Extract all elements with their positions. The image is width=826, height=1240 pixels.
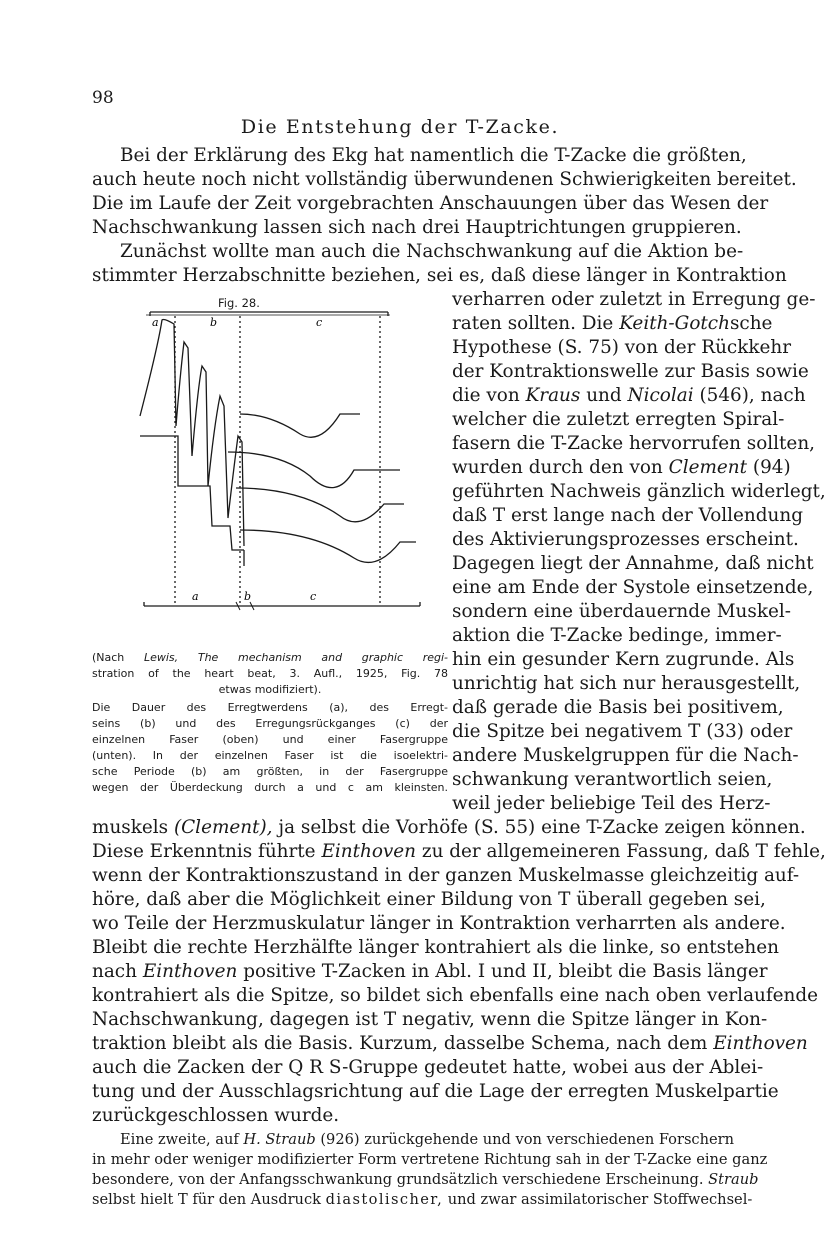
- text-line: muskels (Clement), ja selbst die Vorhöfe (S. 55) eine T-Zacke zeigen können.: [92, 817, 806, 838]
- text-line: Zunächst wollte man auch die Nachschwankung auf die Aktion be-: [120, 241, 744, 262]
- bracket-bottom: [144, 602, 420, 606]
- caption-line: (Nach Lewis, The mechanism and graphic regi-: [92, 651, 449, 664]
- text-line: Nachschwankung lassen sich nach drei Hauptrichtungen gruppieren.: [92, 217, 742, 238]
- caption-line: Die Dauer des Erregtwerdens (a), des Erregt-: [92, 701, 448, 714]
- text-line: wenn der Kontraktionszustand in der ganzen Muskelmasse gleichzeitig auf-: [92, 865, 800, 886]
- label-c-bottom: c: [310, 590, 317, 603]
- caption-line: etwas modifiziert).: [218, 683, 322, 696]
- figure-diagram: [140, 306, 446, 618]
- small-line: Eine zweite, auf H. Straub (926) zurückgehende und von verschiedenen Forschern: [120, 1131, 735, 1148]
- text-line: eine am Ende der Systole einsetzende,: [452, 577, 814, 598]
- caption-line: wegen der Überdeckung durch a und c am kleinsten.: [92, 781, 448, 794]
- text-line: stimmter Herzabschnitte beziehen, sei es, daß diese länger in Kontraktion: [92, 265, 787, 286]
- caption-line: (unten). In der einzelnen Faser ist die isoelektri-: [92, 749, 448, 762]
- text-line: höre, daß aber die Möglichkeit einer Bildung von T überall gegeben sei,: [92, 889, 766, 910]
- text-line: des Aktivierungsprozesses erscheint.: [452, 529, 799, 550]
- text-line: verharren oder zuletzt in Erregung ge-: [452, 289, 816, 310]
- single-fiber-trace: [140, 320, 244, 547]
- author-name: Kraus: [525, 385, 581, 406]
- wave-3: [236, 488, 404, 522]
- text-line: weil jeder beliebige Teil des Herz-: [452, 793, 771, 814]
- caption-line: stration of the heart beat, 3. Aufl., 1925, Fig. 78: [92, 667, 448, 680]
- author-name: Einthoven: [713, 1033, 808, 1054]
- text-line: nach Einthoven positive T-Zacken in Abl. I und II, bleibt die Basis länger: [92, 961, 768, 982]
- small-line: besondere, von der Anfangsschwankung grundsätzlich verschiedene Erscheinung. Straub: [92, 1171, 759, 1188]
- caption-line: sche Periode (b) am größten, in der Fasergruppe: [92, 765, 448, 778]
- text-line: geführten Nachweis gänzlich widerlegt,: [452, 481, 826, 502]
- text-line: auch heute noch nicht vollständig überwundenen Schwierigkeiten bereitet.: [92, 169, 797, 190]
- caption-line: einzelnen Faser (oben) und einer Fasergruppe: [92, 733, 448, 746]
- text-line: raten sollten. Die Keith-Gotchsche: [452, 313, 773, 334]
- label-b-top: b: [210, 316, 218, 329]
- label-a-bottom: a: [192, 590, 199, 603]
- text-line: Diese Erkenntnis führte Einthoven zu der allgemeineren Fassung, daß T fehle,: [92, 841, 826, 862]
- label-b-bottom: b: [244, 590, 252, 603]
- wave-1: [240, 414, 360, 437]
- text-line: wurden durch den von Clement (94): [452, 457, 791, 478]
- text-line: zurückgeschlossen wurde.: [92, 1105, 340, 1126]
- text-line: Die im Laufe der Zeit vorgebrachten Anschauungen über das Wesen der: [92, 193, 769, 214]
- small-line: in mehr oder weniger modifizierter Form vertretene Richtung sah in der T-Zacke eine ganz: [92, 1151, 768, 1168]
- label-a-top: a: [152, 316, 159, 329]
- text-line: daß T erst lange nach der Vollendung: [452, 505, 804, 526]
- text-line: schwankung verantwortlich seien,: [452, 769, 773, 790]
- text-line: kontrahiert als die Spitze, so bildet sich ebenfalls eine nach oben verlaufende: [92, 985, 819, 1006]
- text-line: sondern eine überdauernde Muskel-: [452, 601, 791, 622]
- text-line: welcher die zuletzt erregten Spiral-: [452, 409, 785, 430]
- text-line: Hypothese (S. 75) von der Rückkehr: [452, 337, 792, 358]
- text-line: auch die Zacken der Q R S-Gruppe gedeutet hatte, wobei aus der Ablei-: [92, 1057, 764, 1078]
- figure-label: Fig. 28.: [218, 296, 260, 310]
- author-name: Nicolai: [627, 385, 694, 406]
- text-line: Bei der Erklärung des Ekg hat namentlich die T-Zacke die größten,: [120, 145, 747, 166]
- wave-2: [228, 452, 400, 488]
- label-c-top: c: [316, 316, 323, 329]
- author-name: Einthoven: [142, 961, 238, 982]
- text-line: tung und der Ausschlagsrichtung auf die Lage der erregten Muskelpartie: [92, 1081, 779, 1102]
- text-line: daß gerade die Basis bei positivem,: [452, 697, 784, 718]
- author-name: Keith-Gotch: [619, 313, 730, 334]
- spaced-word: diastolischer,: [325, 1191, 444, 1208]
- author-name: Lewis,: [143, 651, 179, 664]
- text-line: der Kontraktionswelle zur Basis sowie: [452, 361, 809, 382]
- section-title: Die Entstehung der T-Zacke.: [240, 116, 560, 138]
- author-name: Einthoven: [321, 841, 417, 862]
- wave-4: [240, 530, 416, 562]
- page-number: 98: [92, 88, 114, 108]
- text-line: andere Muskelgruppen für die Nach-: [452, 745, 799, 766]
- text-line: Nachschwankung, dagegen ist T negativ, wenn die Spitze länger in Kon-: [92, 1009, 768, 1030]
- text-line: traktion bleibt als die Basis. Kurzum, dasselbe Schema, nach dem Einthoven: [92, 1033, 808, 1054]
- author-name: Straub: [708, 1171, 759, 1188]
- text-line: aktion die T-Zacke bedinge, immer-: [452, 625, 782, 646]
- caption-line: seins (b) und des Erregungsrückganges (c) der: [92, 717, 448, 730]
- author-name: H. Straub: [243, 1131, 316, 1148]
- text-line: Bleibt die rechte Herzhälfte länger kontrahiert als die linke, so entstehen: [92, 937, 779, 958]
- small-line: selbst hielt T für den Ausdruck diastolischer, und zwar assimilatorischer Stoffwechsel-: [92, 1191, 753, 1208]
- text-line: hin ein gesunder Kern zugrunde. Als: [452, 649, 795, 670]
- text-line: fasern die T-Zacke hervorrufen sollten,: [452, 433, 816, 454]
- text-line: wo Teile der Herzmuskulatur länger in Kontraktion verharrten als andere.: [92, 913, 786, 934]
- text-line: die von Kraus und Nicolai (546), nach: [452, 385, 806, 406]
- text-line: Dagegen liegt der Annahme, daß nicht: [452, 553, 814, 574]
- author-name: (Clement),: [173, 817, 273, 838]
- text-line: unrichtig hat sich nur herausgestellt,: [452, 673, 801, 694]
- author-name: Clement: [668, 457, 748, 478]
- text-line: die Spitze bei negativem T (33) oder: [452, 721, 793, 742]
